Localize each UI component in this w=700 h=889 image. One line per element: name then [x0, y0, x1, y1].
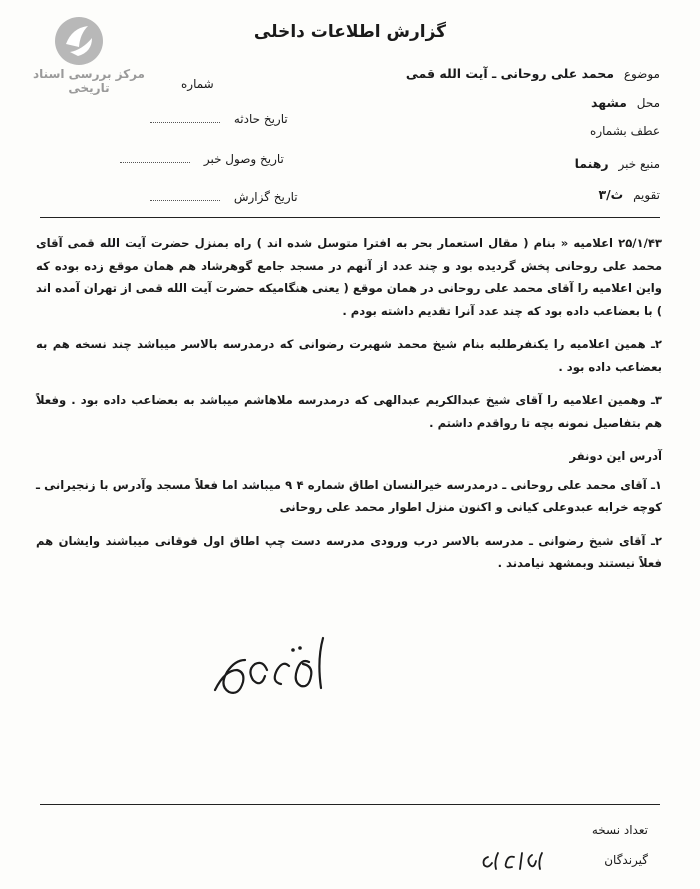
paragraph-5: ۲ـ آقای شیخ رضوانی ـ مدرسه بالاسر درب ورودی مدرسه دست چپ اطاق اول فوقانی میباشند وایشان هم فعلاً نیستند وبمشهد نیامدند . [36, 533, 662, 570]
subject-value: محمد علی روحانی ـ آیت الله قمی [405, 66, 614, 81]
paragraph-1: ۲۵/۱/۴۳ اعلامیه « بنام ( مقال استعمار بحر به افترا متوسل شده اند ) راه بمنزل حضرت آیت الله قمی آقای محمد علی روحانی پخش گردیده بود و چند عدد از آنهم در مسجد جامع گوهرشاد هم همان موقع زده بوده که واین اعلامیه را آقای محمد علی روحانی در همان موقع ( یعنی هنگامیکه حضرت آیت الله قمی از تهران آمده اند ) با بعضاعب داده بود که چند عدد آنرا تقدیم داشته بودم . [36, 236, 662, 318]
followup-field [584, 124, 660, 138]
header-divider [40, 217, 660, 218]
recipients-label: گیرندگان [604, 853, 648, 867]
report-body [36, 232, 662, 586]
source-field [575, 156, 660, 171]
location-label: محل [636, 96, 660, 110]
paragraph-3: ۳ـ وهمین اعلامیه را آقای شیخ عبدالکریم عبدالهی که درمدرسه ملاهاشم میباشد به بعضاعب داده بود . وفعلاً هم بتفاصیل نمونه بچه تا رواقدم داشتم . [36, 393, 662, 430]
signature-image [205, 630, 335, 710]
copies-field [592, 823, 648, 837]
rating-field [598, 187, 660, 202]
source-label: منبع خبر [618, 157, 660, 171]
rating-label: تقویم [633, 188, 660, 202]
paragraph-4: ۱ـ آقای محمد علی روحانی ـ درمدرسه خیرالنسان اطاق شماره ۴ ۹ میباشد اما فعلاً مسجد وآدرس با زنجیرانی ـ کوچه خرابه عبدوعلی کیانی و اکنون منزل اطوار محمد علی روحانی [36, 477, 662, 514]
rating-value: ث/۳ [598, 187, 624, 202]
received-date-label: تاریخ وصول خبر [203, 152, 284, 166]
number-field [175, 77, 214, 91]
number-label: شماره [181, 77, 214, 91]
report-date-field [150, 190, 298, 204]
location-value: مشهد [590, 95, 627, 110]
followup-label: عطف بشماره [590, 124, 660, 138]
address-heading: آدرس این دونفر [569, 449, 662, 463]
incident-date-field [150, 112, 288, 126]
subject-label: موضوع [623, 67, 660, 81]
subject-field [406, 66, 660, 81]
copies-label: تعداد نسخه [591, 823, 648, 837]
paragraph-2: ۲ـ همین اعلامیه را یکنفرطلبه بنام شیخ محمد شهبرت رضوانی که درمدرسه بالاسر میباشد چند نسخه هم به بعضاعب داده بود . [36, 337, 662, 374]
footer-divider [40, 804, 660, 805]
report-date-label: تاریخ گزارش [233, 190, 298, 204]
recipients-field [604, 853, 648, 867]
source-value: رهنما [574, 156, 609, 171]
archive-name: مرکز بررسی اسناد تاریخی [33, 67, 145, 95]
page-title: گزارش اطلاعات داخلی [253, 22, 447, 42]
location-field [591, 95, 660, 110]
incident-date-label: تاریخ حادثه [233, 112, 288, 126]
received-date-field [120, 152, 284, 166]
archive-logo-icon [52, 14, 106, 68]
footer-handwriting [478, 849, 548, 871]
